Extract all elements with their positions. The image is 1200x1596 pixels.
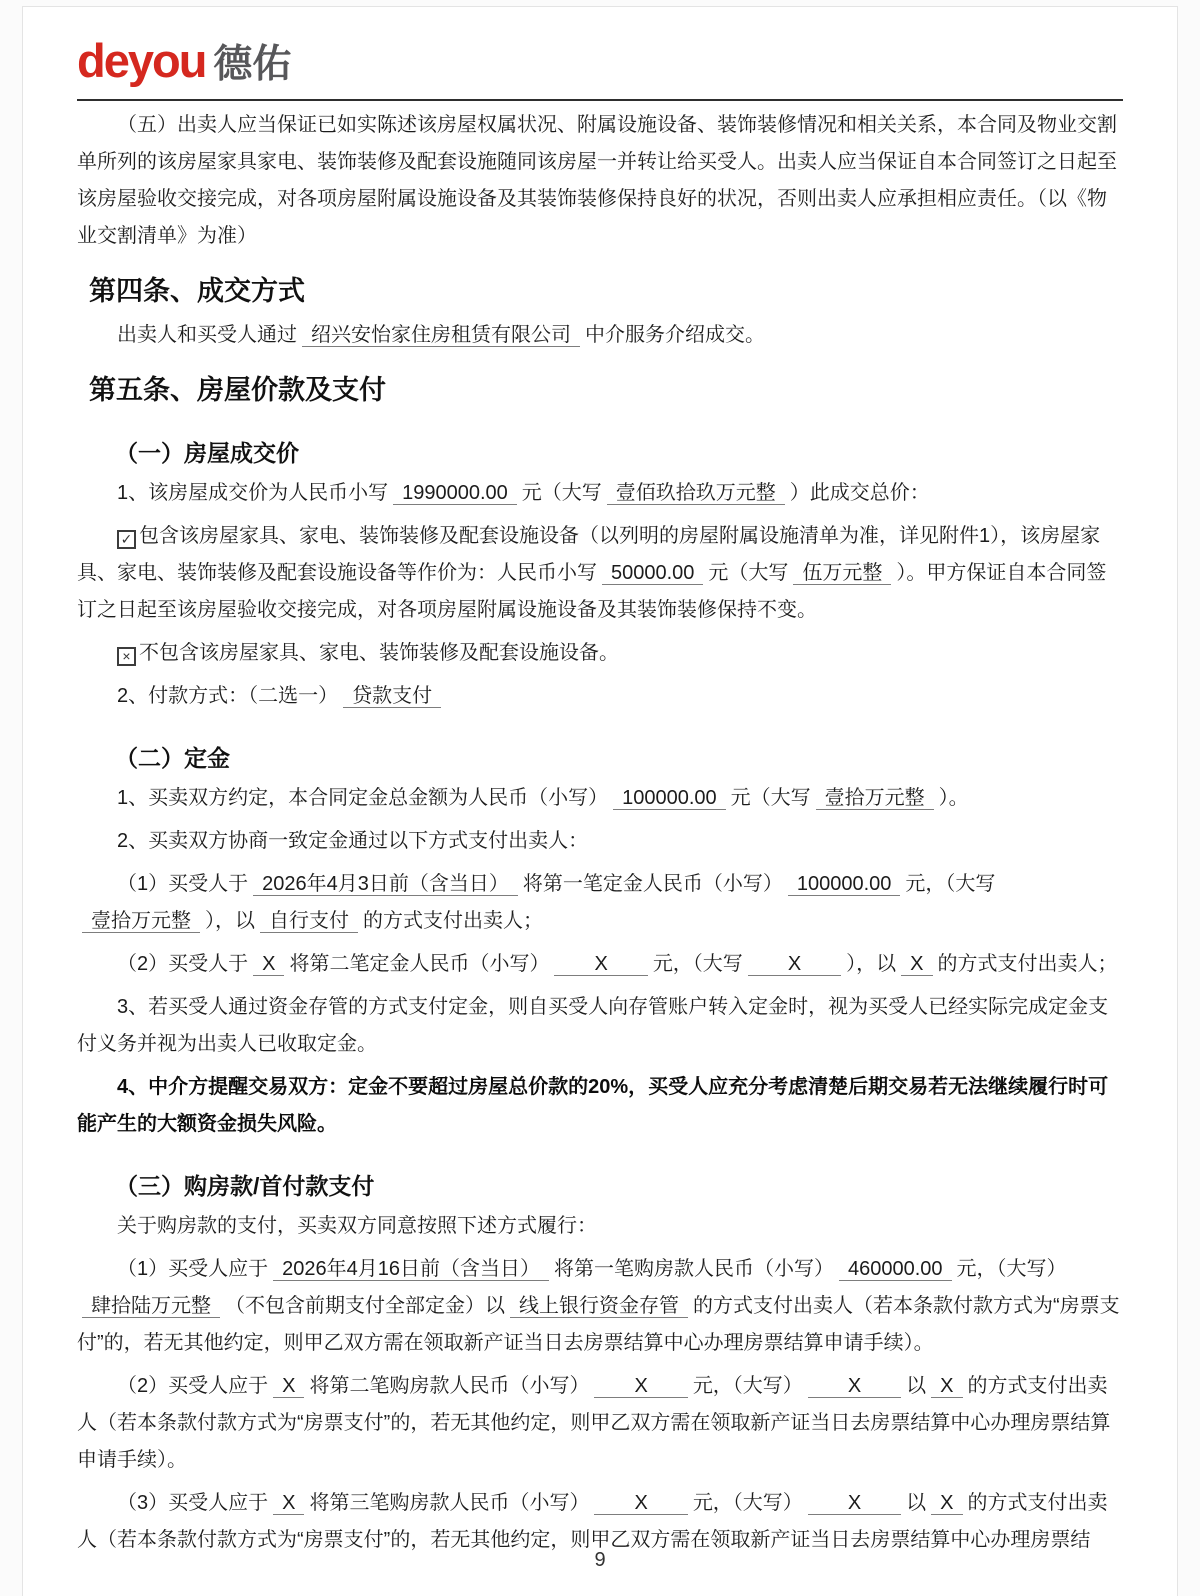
fill-in-value: X [808, 1375, 901, 1398]
text-run: （2）买受人于 [117, 952, 249, 975]
fill-in-value: 1990000.00 [393, 482, 517, 505]
fill-in-value: X [931, 1375, 962, 1398]
fill-in-value: X [273, 1375, 304, 1398]
article-4-brokerage-clause [77, 317, 1123, 354]
text-run: 以 [906, 1375, 927, 1398]
text-run: 的方式支付出卖人（若本条款付款方式为“房票支付”的，若无其他约定，则甲乙双方需在领取新产证当日去房票结算中心办理房票结 [77, 1492, 1108, 1552]
checkbox-crossed-icon: × [117, 647, 136, 666]
clause-5-seller-warranty [77, 107, 1123, 255]
deyou-logo-icon: deyou [77, 34, 206, 87]
deposit-first-payment-clause [77, 866, 1123, 940]
text-run: 的方式支付出卖人； [937, 952, 1118, 975]
text-run: 元（大写 [730, 786, 811, 809]
fill-in-value: X [931, 1492, 962, 1515]
fill-in-value: 壹佰玖拾玖万元整 [607, 482, 785, 505]
text-run: 元，（大写 [652, 952, 743, 975]
fill-in-value: 贷款支付 [343, 685, 441, 708]
text-run: 将第二笔购房款人民币（小写） [309, 1375, 590, 1398]
text-run: （不包含前期支付全部定金）以 [225, 1295, 505, 1318]
text-run: 出卖人和买受人通过 [117, 323, 297, 346]
text-run: 3、若买受人通过资金存管的方式支付定金，则自买受人向存管账户转入定金时，视为买受人已经实际完成定金支付义务并视为出卖人已收取定金。 [77, 995, 1109, 1055]
text-run: （五）出卖人应当保证已如实陈述该房屋权属状况、附属设施设备、装饰装修情况和相关关系，本合同及物业交割单所列的该房屋家具家电、装饰装修及配套设施随同该房屋一并转让给买受人。出卖人应当保证自本合同签订之日起至该房屋验收交接完成，对各项房屋附属设施设备及其装饰装修保持良好的状况，否则出卖人应承担相应责任。（以《物业交割清单》为准） [77, 114, 1117, 247]
fill-in-value: 2026年4月16日前（含当日） [273, 1258, 549, 1281]
fill-in-value: X [748, 953, 841, 976]
text-run: 第四条、成交方式 [89, 276, 305, 306]
checkbox-checked-icon: ✓ [117, 530, 136, 549]
text-run: ）。 [938, 786, 969, 809]
fill-in-value: 伍万元整 [793, 562, 891, 585]
include-furnishings-clause [77, 518, 1123, 629]
deposit-second-payment-clause [77, 946, 1123, 983]
section-3-housepayment-heading [77, 1170, 1123, 1202]
text-run: 将第三笔购房款人民币（小写） [309, 1492, 590, 1515]
text-run: 将第一笔定金人民币（小写） [522, 872, 783, 895]
text-run: 1、买卖双方约定，本合同定金总金额为人民币（小写） [117, 786, 609, 809]
section-2-deposit-heading [77, 742, 1123, 774]
text-run: 关于购房款的支付，买卖双方同意按照下述方式履行： [117, 1215, 597, 1238]
text-run: （1）买受人应于 [117, 1258, 269, 1281]
text-run: 的方式支付出卖人（若本条款付款方式为“房票支付”的，若无其他约定，则甲乙双方需在领取新产证当日去房票结算中心办理房票结算申请手续）。 [77, 1295, 1120, 1355]
housepayment-first-clause [77, 1251, 1123, 1362]
text-run: 2、付款方式：（二选一） [117, 684, 339, 707]
text-run: 1、该房屋成交价为人民币小写 [117, 481, 389, 504]
document-body [77, 107, 1123, 1559]
fill-in-value: X [253, 953, 284, 976]
text-run: 元，（大写） [692, 1492, 803, 1515]
text-run: （1）买受人于 [117, 872, 249, 895]
housepayment-second-clause [77, 1368, 1123, 1479]
article-5-heading [77, 372, 1123, 410]
text-run: 将第一笔购房款人民币（小写） [554, 1258, 834, 1281]
exclude-furnishings-clause [77, 635, 1123, 672]
text-run: （二）定金 [115, 744, 230, 771]
text-run: 以 [906, 1492, 927, 1515]
text-run: （2）买受人应于 [117, 1375, 269, 1398]
page-number: 9 [594, 1549, 606, 1571]
text-run: 元（大写 [708, 561, 789, 584]
housepayment-intro [77, 1208, 1123, 1245]
fill-in-value: 460000.00 [839, 1258, 952, 1281]
article-4-heading [77, 273, 1123, 311]
fill-in-value: 自行支付 [260, 910, 358, 933]
header-divider [77, 99, 1123, 101]
deposit-escrow-clause [77, 989, 1123, 1063]
payment-method-clause [77, 678, 1123, 715]
fill-in-value: 壹拾万元整 [82, 910, 200, 933]
text-run: 第五条、房屋价款及支付 [89, 374, 386, 405]
fill-in-value: 绍兴安怡家住房租赁有限公司 [302, 324, 580, 347]
fill-in-value: 100000.00 [613, 787, 726, 810]
contract-page [22, 6, 1178, 1596]
text-run: 将第二笔定金人民币（小写） [289, 952, 550, 975]
text-run: ），以 [846, 952, 897, 975]
text-run: 4、中介方提醒交易双方：定金不要超过房屋总价款的20%，买受人应充分考虑清楚后期交易若无法继续履行时可能产生的大额资金损失风险。 [77, 1075, 1109, 1135]
fill-in-value: 50000.00 [602, 562, 703, 585]
fill-in-value: 2026年4月3日前（含当日） [253, 873, 518, 896]
text-run: 元，（大写） [692, 1375, 803, 1398]
fill-in-value: 肆拾陆万元整 [82, 1295, 220, 1318]
text-run: （一）房屋成交价 [115, 439, 299, 466]
fill-in-value: X [594, 1375, 687, 1398]
fill-in-value: X [554, 953, 647, 976]
section-1-price-heading [77, 437, 1123, 469]
text-run: （三）购房款/首付款支付 [115, 1172, 375, 1199]
fill-in-value: X [808, 1492, 901, 1515]
text-run: 元，（大写 [905, 872, 996, 895]
brand-header [77, 33, 1123, 91]
text-run: （3）买受人应于 [117, 1492, 269, 1515]
price-clause [77, 475, 1123, 512]
text-run: ），以 [205, 909, 255, 932]
deposit-total-clause [77, 780, 1123, 817]
fill-in-value: X [594, 1492, 687, 1515]
deposit-method-intro [77, 823, 1123, 860]
text-run: 中介服务介绍成交。 [585, 323, 765, 346]
text-run: 包含该房屋家具、家电、装饰装修及配套设施设备（以列明的房屋附属设施清单为准，详见附件1），该房屋家具、家电、装饰装修及配套设施设备等作价为：人民币小写 [77, 524, 1101, 584]
text-run: 的方式支付出卖人； [363, 909, 543, 932]
fill-in-value: X [273, 1492, 304, 1515]
fill-in-value: X [901, 953, 932, 976]
text-run: 元（大写 [521, 481, 602, 504]
deposit-risk-warning [77, 1069, 1123, 1143]
text-run: ）此成交总价： [789, 481, 930, 504]
text-run: 元，（大写） [956, 1258, 1067, 1281]
text-run: 不包含该房屋家具、家电、装饰装修及配套设施设备。 [139, 641, 619, 664]
fill-in-value: 线上银行资金存管 [510, 1295, 688, 1318]
text-run: ）。甲方保证自本合同签订之日起至该房屋验收交接完成，对各项房屋附属设施设备及其装饰装修保持不变。 [77, 561, 1107, 621]
deyou-logo-cjk: 德佑 [213, 43, 292, 86]
fill-in-value: 壹拾万元整 [816, 787, 934, 810]
text-run: 2、买卖双方协商一致定金通过以下方式支付出卖人： [117, 829, 589, 852]
fill-in-value: 100000.00 [788, 873, 901, 896]
text-run: 的方式支付出卖人（若本条款付款方式为“房票支付”的，若无其他约定，则甲乙双方需在领取新产证当日去房票结算中心办理房票结算申请手续）。 [77, 1375, 1111, 1472]
